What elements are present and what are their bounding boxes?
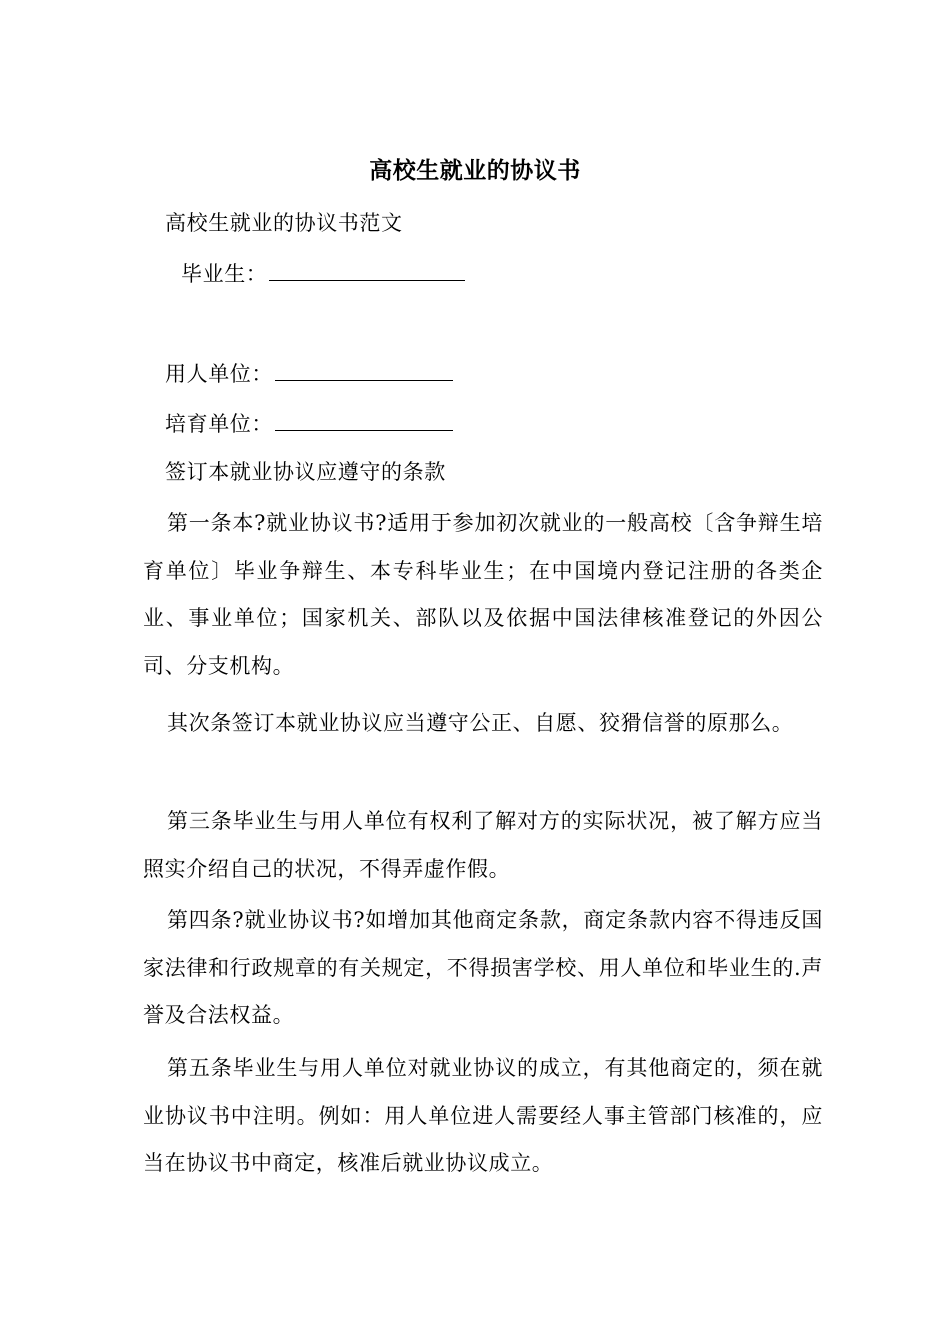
clause-4: 第四条?就业协议书?如增加其他商定条款，商定条款内容不得违反国家法律和行政规章的有关规定，不得损害学校、用人单位和毕业生的.声誉及合法权益。 [143,908,823,1027]
field-graduate [181,258,465,289]
field-training-unit [165,408,453,439]
clause-5: 第五条毕业生与用人单位对就业协议的成立，有其他商定的，须在就业协议书中注明。例如：用人单位进人需要经人事主管部门核准的，应当在协议书中商定，核准后就业协议成立。 [143,1056,823,1175]
field-employer-blank[interactable] [275,358,453,381]
document-subtitle: 高校生就业的协议书范文 [165,211,403,235]
field-employer [165,358,453,389]
clause-3: 第三条毕业生与用人单位有权利了解对方的实际状况，被了解方应当照实介绍自己的状况，不得弄虚作假。 [143,809,823,881]
field-training-unit-label: 培育单位： [165,412,273,436]
clause-2: 其次条签订本就业协议应当遵守公正、自愿、狡猾信誉的原那么。 [167,711,794,735]
field-graduate-blank[interactable] [269,258,465,281]
section-heading: 签订本就业协议应遵守的条款 [165,460,446,484]
field-training-unit-blank[interactable] [275,408,453,431]
field-employer-label: 用人单位： [165,362,273,386]
document-title: 高校生就业的协议书 [369,157,581,184]
clause-1: 第一条本?就业协议书?适用于参加初次就业的一般高校〔含争辩生培育单位〕毕业争辩生、本专科毕业生；在中国境内登记注册的各类企业、事业单位；国家机关、部队以及依据中国法律核准登记的外因公司、分支机构。 [143,511,823,678]
field-graduate-label: 毕业生： [181,262,268,286]
